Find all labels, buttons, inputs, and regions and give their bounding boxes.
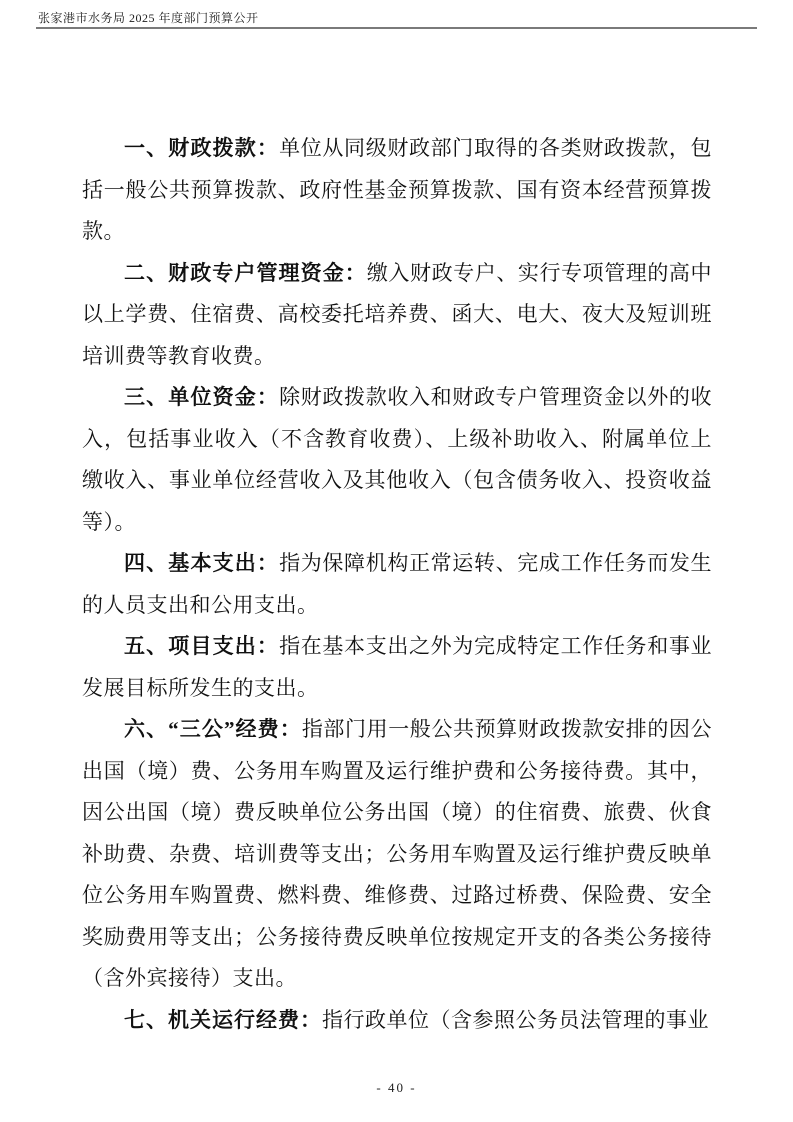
document-body	[82, 128, 712, 1041]
term-label: 六、“三公”经费：	[124, 717, 302, 741]
header-title: 张家港市水务局 2025 年度部门预算公开	[38, 11, 259, 25]
header-rule	[36, 27, 757, 29]
term-definition: 除财政拨款收入和财政专户管理资金以外的收入，包括事业收入（不含教育收费）、上级补助收入、附属单位上缴收入、事业单位经营收入及其他收入（包含债务收入、投资收益等）。	[82, 385, 712, 534]
paragraph-unit-funds	[82, 377, 712, 543]
paragraph-agency-operating-funds	[82, 1000, 712, 1042]
paragraph-fiscal-special-account-funds	[82, 253, 712, 378]
term-label: 三、单位资金：	[124, 385, 280, 409]
term-definition: 指部门用一般公共预算财政拨款安排的因公出国（境）费、公务用车购置及运行维护费和公务接待费。其中，因公出国（境）费反映单位公务出国（境）的住宿费、旅费、伙食补助费、杂费、培训费等支出；公务用车购置及运行维护费反映单位公务用车购置费、燃料费、维修费、过路过桥费、保险费、安全奖励费用等支出；公务接待费反映单位按规定开支的各类公务接待（含外宾接待）支出。	[82, 717, 713, 990]
term-label: 一、财政拨款：	[124, 136, 280, 160]
paragraph-three-public-funds	[82, 709, 712, 1000]
term-label: 四、基本支出：	[124, 551, 280, 575]
term-definition: 指为保障机构正常运转、完成工作任务而发生的人员支出和公用支出。	[82, 551, 712, 617]
term-label: 二、财政专户管理资金：	[124, 260, 367, 285]
term-definition: 指在基本支出之外为完成特定工作任务和事业发展目标所发生的支出。	[82, 634, 712, 700]
paragraph-fiscal-appropriation	[82, 128, 712, 253]
page-number: - 40 -	[376, 1080, 417, 1095]
term-definition: 缴入财政专户、实行专项管理的高中以上学费、住宿费、高校委托培养费、函大、电大、夜大及短训班培训费等教育收费。	[82, 260, 713, 368]
term-definition: 单位从同级财政部门取得的各类财政拨款，包括一般公共预算拨款、政府性基金预算拨款、国有资本经营预算拨款。	[82, 136, 712, 243]
paragraph-project-expenditure	[82, 626, 712, 709]
term-definition: 指行政单位（含参照公务员法管理的事业	[322, 1007, 709, 1032]
term-label: 五、项目支出：	[124, 634, 280, 658]
term-label: 七、机关运行经费：	[124, 1007, 322, 1032]
paragraph-basic-expenditure	[82, 543, 712, 626]
